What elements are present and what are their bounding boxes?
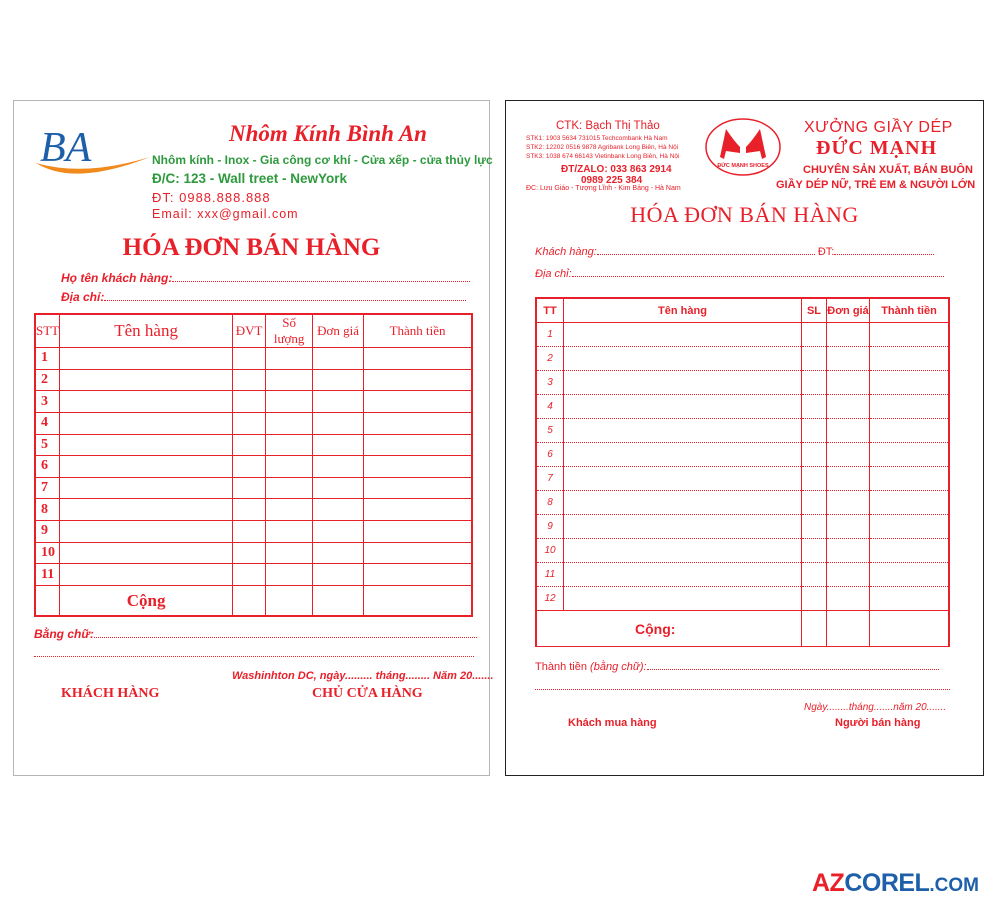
address-label: Địa chỉ: <box>61 290 105 304</box>
row-number: 10 <box>537 539 564 563</box>
column-header: SL <box>802 299 827 323</box>
table-cell[interactable] <box>802 443 827 467</box>
column-header: ĐVT <box>233 315 266 348</box>
table-cell[interactable] <box>564 539 802 563</box>
table-cell[interactable] <box>802 515 827 539</box>
row-number: 2 <box>537 347 564 371</box>
table-cell[interactable] <box>364 434 472 456</box>
row-number: 2 <box>36 369 60 391</box>
table-row <box>537 563 949 587</box>
row-number: 7 <box>36 477 60 499</box>
table-cell[interactable] <box>266 434 313 456</box>
table-cell[interactable] <box>313 434 364 456</box>
table-row <box>36 456 472 478</box>
table-cell[interactable] <box>313 477 364 499</box>
table-cell[interactable] <box>364 412 472 434</box>
brand-line-1: XƯỞNG GIẦY DÉP <box>804 119 953 136</box>
row-number: 11 <box>36 564 60 586</box>
customer-name-field[interactable] <box>61 271 471 285</box>
table-cell[interactable] <box>266 499 313 521</box>
table-cell[interactable] <box>827 563 870 587</box>
table-cell[interactable] <box>870 539 949 563</box>
table-cell[interactable] <box>60 499 233 521</box>
table-cell[interactable] <box>364 542 472 564</box>
table-cell[interactable] <box>564 371 802 395</box>
signature-buyer: Khách mua hàng <box>568 717 657 729</box>
table-cell[interactable] <box>870 395 949 419</box>
table-cell[interactable] <box>313 499 364 521</box>
table-cell[interactable] <box>827 467 870 491</box>
table-cell[interactable] <box>364 499 472 521</box>
watermark-part-2: COREL <box>844 869 930 897</box>
table-cell[interactable] <box>364 477 472 499</box>
azcorel-watermark <box>812 869 979 898</box>
total-row <box>36 586 472 616</box>
table-row <box>537 491 949 515</box>
shoe-logo <box>704 117 782 177</box>
table-cell[interactable] <box>802 371 827 395</box>
table-cell[interactable] <box>233 499 266 521</box>
dotted-line <box>535 689 950 690</box>
column-header: STT <box>36 315 60 348</box>
signature-owner: CHỦ CỬA HÀNG <box>312 686 423 701</box>
table-cell[interactable] <box>870 371 949 395</box>
table-cell[interactable] <box>233 369 266 391</box>
row-number: 8 <box>537 491 564 515</box>
table-cell[interactable] <box>827 371 870 395</box>
table-cell[interactable] <box>564 515 802 539</box>
table-cell[interactable] <box>233 434 266 456</box>
table-row <box>537 443 949 467</box>
table-cell[interactable] <box>827 587 870 611</box>
watermark-part-3: .COM <box>929 875 979 896</box>
table-cell <box>313 586 364 616</box>
amount-in-words-field[interactable] <box>34 627 474 641</box>
date-line: Ngày........tháng.......năm 20....... <box>804 702 947 713</box>
phone-field-label: ĐT: <box>817 246 835 258</box>
table-cell[interactable] <box>313 412 364 434</box>
table-cell[interactable] <box>60 412 233 434</box>
brand-address: Đ/C: 123 - Wall treet - NewYork <box>152 171 348 186</box>
table-row <box>36 521 472 543</box>
table-cell[interactable] <box>313 348 364 370</box>
address-field[interactable] <box>61 290 471 304</box>
dotted-line <box>34 656 474 657</box>
table-cell[interactable] <box>266 542 313 564</box>
binh-an-logo <box>34 117 154 189</box>
brand-name: ĐỨC MẠNH <box>816 137 938 159</box>
table-cell[interactable] <box>564 347 802 371</box>
row-number: 9 <box>537 515 564 539</box>
total-value-cell[interactable] <box>364 586 472 616</box>
table-cell <box>36 586 60 616</box>
items-table <box>535 297 950 647</box>
table-cell[interactable] <box>564 419 802 443</box>
total-label: Cộng: <box>537 611 802 647</box>
table-cell[interactable] <box>313 521 364 543</box>
signature-customer: KHÁCH HÀNG <box>61 686 160 701</box>
table-cell[interactable] <box>313 456 364 478</box>
table-cell[interactable] <box>564 587 802 611</box>
table-row <box>537 467 949 491</box>
table-cell[interactable] <box>233 477 266 499</box>
table-cell[interactable] <box>266 564 313 586</box>
table-cell[interactable] <box>233 564 266 586</box>
table-cell[interactable] <box>233 521 266 543</box>
amount-in-words-label: Bằng chữ: <box>34 627 94 641</box>
table-cell[interactable] <box>364 521 472 543</box>
row-number: 12 <box>537 587 564 611</box>
table-cell[interactable] <box>266 369 313 391</box>
table-cell[interactable] <box>802 323 827 347</box>
brand-line-4: GIẦY DÉP NỮ, TRẺ EM & NGƯỜI LỚN <box>776 179 976 191</box>
phone-zalo: ĐT/ZALO: 033 863 2914 <box>561 164 672 175</box>
table-cell[interactable] <box>60 477 233 499</box>
table-row <box>537 323 949 347</box>
address-label: Địa chỉ: <box>535 268 572 280</box>
column-header: Đơn giá <box>313 315 364 348</box>
table-row <box>36 477 472 499</box>
row-number: 5 <box>537 419 564 443</box>
table-cell[interactable] <box>827 419 870 443</box>
svg-text:BA: BA <box>40 125 92 171</box>
date-line: Washinhton DC, ngày......... tháng........ Năm 20....... <box>232 670 494 682</box>
table-row <box>537 395 949 419</box>
phone-secondary: 0989 225 384 <box>581 175 643 186</box>
table-cell[interactable] <box>802 419 827 443</box>
row-number: 4 <box>537 395 564 419</box>
table-row <box>36 412 472 434</box>
table-cell[interactable] <box>364 456 472 478</box>
column-header: Tên hàng <box>564 299 802 323</box>
invoice-sheet-right <box>505 100 984 776</box>
row-number: 4 <box>36 412 60 434</box>
table-cell[interactable] <box>870 515 949 539</box>
table-cell[interactable] <box>870 467 949 491</box>
table-row <box>36 391 472 413</box>
amount-in-words-field[interactable] <box>535 661 939 673</box>
row-number: 3 <box>537 371 564 395</box>
table-cell[interactable] <box>60 521 233 543</box>
table-cell[interactable] <box>60 434 233 456</box>
svg-text:ĐỨC MẠNH SHOES: ĐỨC MẠNH SHOES <box>717 163 769 169</box>
table-cell[interactable] <box>564 563 802 587</box>
table-cell[interactable] <box>827 515 870 539</box>
invoice-title: HÓA ĐƠN BÁN HÀNG <box>122 234 381 261</box>
bank-account-2: STK2: 12202 0516 9878 Agribank Long Biên, Hà Nội <box>526 144 679 151</box>
table-row <box>36 348 472 370</box>
table-cell[interactable] <box>870 587 949 611</box>
total-label: Cộng <box>60 586 233 616</box>
table-cell[interactable] <box>827 443 870 467</box>
table-cell[interactable] <box>233 348 266 370</box>
customer-label: Khách hàng: <box>535 246 597 258</box>
table-cell[interactable] <box>827 539 870 563</box>
items-table <box>34 313 473 617</box>
table-cell[interactable] <box>266 521 313 543</box>
brand-email: Email: xxx@gmail.com <box>152 207 299 221</box>
table-cell[interactable] <box>266 456 313 478</box>
table-row <box>537 515 949 539</box>
table-cell[interactable] <box>60 391 233 413</box>
row-number: 1 <box>537 323 564 347</box>
table-cell[interactable] <box>266 391 313 413</box>
total-row <box>537 611 949 647</box>
table-cell[interactable] <box>364 369 472 391</box>
row-number: 6 <box>537 443 564 467</box>
table-cell[interactable] <box>870 491 949 515</box>
table-row <box>36 434 472 456</box>
brand-line-3: CHUYÊN SẢN XUẤT, BÁN BUÔN <box>803 164 973 176</box>
table-cell[interactable] <box>827 491 870 515</box>
signature-seller: Người bán hàng <box>835 717 921 729</box>
brand-phone: ĐT: 0988.888.888 <box>152 190 271 205</box>
table-cell[interactable] <box>364 564 472 586</box>
table-cell <box>233 586 266 616</box>
bank-account-1: STK1: 1903 5634 731015 Techcombank Hà Nam <box>526 135 668 142</box>
brand-name: Nhôm Kính Bình An <box>229 121 427 146</box>
column-header: Thành tiền <box>364 315 472 348</box>
total-value-cell[interactable] <box>870 611 949 647</box>
row-number: 3 <box>36 391 60 413</box>
table-row <box>36 499 472 521</box>
watermark-part-1: AZ <box>812 869 845 897</box>
table-cell[interactable] <box>60 369 233 391</box>
amount-in-words-hint: (bằng chữ): <box>590 661 647 673</box>
table-cell[interactable] <box>266 348 313 370</box>
table-cell[interactable] <box>60 456 233 478</box>
table-cell <box>827 611 870 647</box>
table-cell[interactable] <box>313 391 364 413</box>
brand-services: Nhôm kính - Inox - Gia công cơ khí - Cửa xếp - cửa thủy lực <box>152 153 493 167</box>
table-cell[interactable] <box>802 539 827 563</box>
row-number: 1 <box>36 348 60 370</box>
table-cell[interactable] <box>827 395 870 419</box>
table-cell[interactable] <box>233 542 266 564</box>
table-cell[interactable] <box>233 391 266 413</box>
address-field[interactable] <box>535 268 944 280</box>
table-row <box>537 419 949 443</box>
row-number: 5 <box>36 434 60 456</box>
table-cell[interactable] <box>266 412 313 434</box>
invoice-sheet-left <box>13 100 494 776</box>
account-holder: CTK: Bạch Thị Thảo <box>556 120 660 132</box>
row-number: 9 <box>36 521 60 543</box>
row-number: 8 <box>36 499 60 521</box>
table-cell <box>802 611 827 647</box>
table-row <box>36 542 472 564</box>
table-cell[interactable] <box>313 542 364 564</box>
table-cell[interactable] <box>364 391 472 413</box>
table-cell[interactable] <box>564 491 802 515</box>
table-cell[interactable] <box>60 348 233 370</box>
table-cell[interactable] <box>827 323 870 347</box>
row-number: 6 <box>36 456 60 478</box>
table-cell[interactable] <box>802 395 827 419</box>
table-cell[interactable] <box>802 563 827 587</box>
bank-account-3: STK3: 1038 674 66143 Vietinbank Long Biên, Hà Nội <box>526 153 680 160</box>
table-header-row <box>537 299 949 323</box>
table-header-row <box>36 315 472 348</box>
shop-address: ĐC: Lưu Giáo - Tượng Lĩnh - Kim Bảng - Hà Nam <box>526 185 681 192</box>
table-cell[interactable] <box>870 419 949 443</box>
table-cell[interactable] <box>802 347 827 371</box>
row-number: 7 <box>537 467 564 491</box>
table-cell[interactable] <box>802 587 827 611</box>
table-row <box>36 564 472 586</box>
table-cell[interactable] <box>60 542 233 564</box>
table-row <box>36 369 472 391</box>
column-header: Số lượng <box>266 315 313 348</box>
table-cell[interactable] <box>313 564 364 586</box>
column-header: Đơn giá <box>827 299 870 323</box>
table-cell[interactable] <box>870 443 949 467</box>
table-cell[interactable] <box>827 347 870 371</box>
table-cell[interactable] <box>60 564 233 586</box>
table-cell[interactable] <box>233 456 266 478</box>
table-cell[interactable] <box>870 563 949 587</box>
table-cell[interactable] <box>802 491 827 515</box>
table-cell[interactable] <box>364 348 472 370</box>
table-cell[interactable] <box>564 323 802 347</box>
table-cell[interactable] <box>266 477 313 499</box>
customer-name-label: Họ tên khách hàng: <box>61 271 173 285</box>
table-cell[interactable] <box>564 443 802 467</box>
row-number: 10 <box>36 542 60 564</box>
table-cell <box>266 586 313 616</box>
table-row <box>537 587 949 611</box>
column-header: Thành tiền <box>870 299 949 323</box>
table-cell[interactable] <box>313 369 364 391</box>
table-row <box>537 347 949 371</box>
column-header: Tên hàng <box>60 315 233 348</box>
amount-in-words-label: Thành tiền <box>535 661 587 673</box>
table-cell[interactable] <box>802 467 827 491</box>
table-cell[interactable] <box>564 395 802 419</box>
invoice-title: HÓA ĐƠN BÁN HÀNG <box>630 202 859 227</box>
table-cell[interactable] <box>564 467 802 491</box>
table-cell[interactable] <box>870 347 949 371</box>
table-row <box>537 371 949 395</box>
table-row <box>537 539 949 563</box>
column-header: TT <box>537 299 564 323</box>
row-number: 11 <box>537 563 564 587</box>
table-cell[interactable] <box>233 412 266 434</box>
customer-field[interactable] <box>535 246 934 258</box>
table-cell[interactable] <box>870 323 949 347</box>
